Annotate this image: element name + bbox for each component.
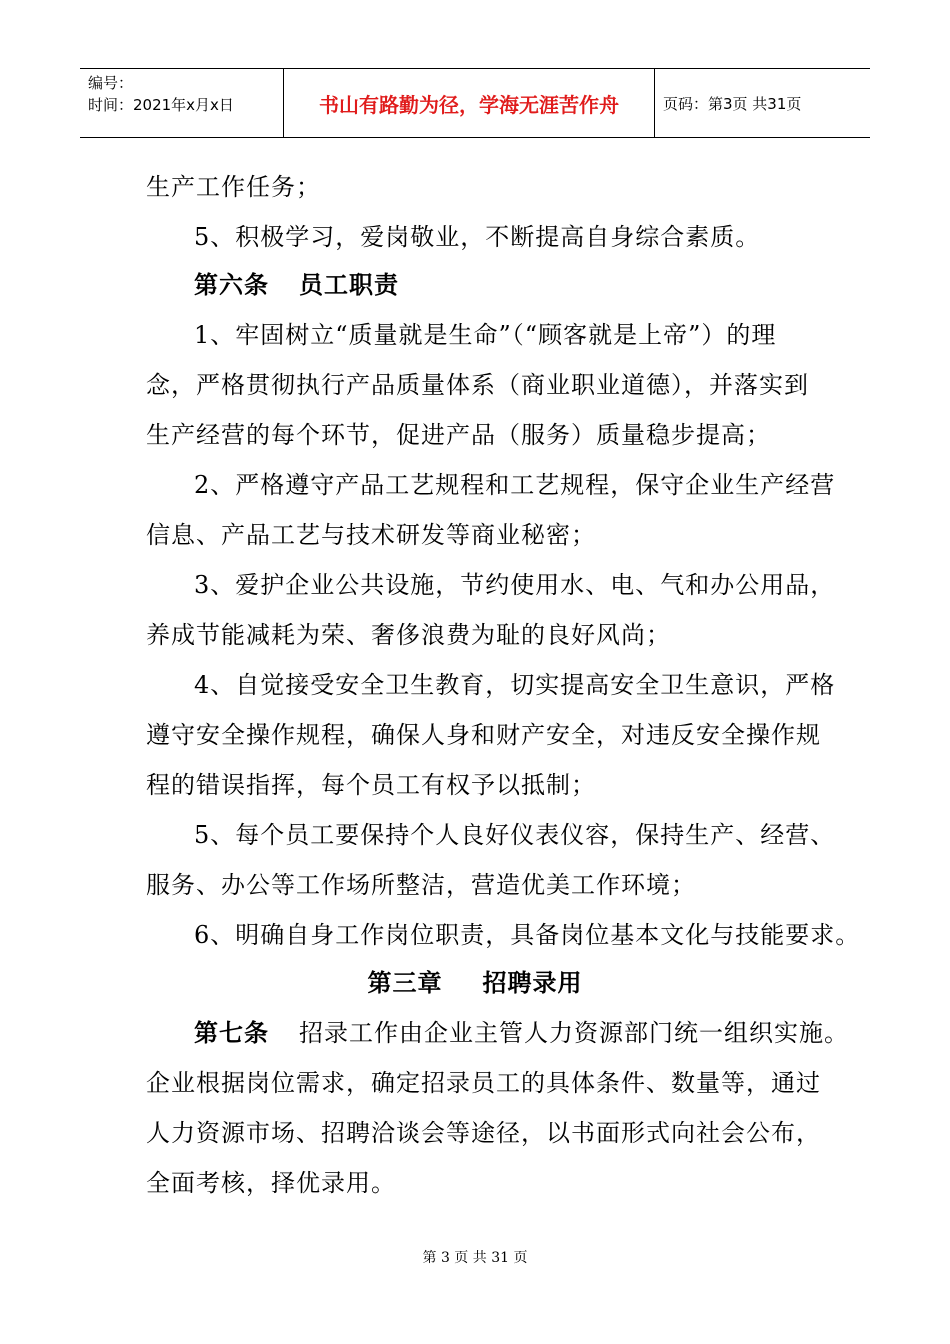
paragraph-line: 1、牢固树立“质量就是生命”（“顾客就是上帝”）的理 bbox=[194, 321, 777, 349]
chapter-3-title: 第三章 bbox=[367, 968, 443, 997]
paragraph-line: 人力资源市场、招聘洽谈会等途径，以书面形式向社会公布， bbox=[146, 1119, 821, 1147]
time-label: 时间：2021年x月x日 bbox=[88, 96, 234, 114]
page-info: 页码：第3页 共31页 bbox=[663, 95, 802, 113]
paragraph-line: 5、积极学习，爱岗敬业，不断提高自身综合素质。 bbox=[194, 223, 761, 251]
paragraph-line: 4、自觉接受安全卫生教育，切实提高安全卫生意识，严格 bbox=[194, 671, 836, 699]
paragraph-line: 服务、办公等工作场所整洁，营造优美工作环境； bbox=[146, 871, 696, 899]
paragraph-line: 程的错误指挥，每个员工有权予以抵制； bbox=[146, 771, 596, 799]
paragraph-line: 信息、产品工艺与技术研发等商业秘密； bbox=[146, 521, 596, 549]
header-left-cell bbox=[88, 73, 234, 115]
motto: 书山有路勤为径，学海无涯苦作舟 bbox=[283, 69, 655, 137]
paragraph-line: 养成节能减耗为荣、奢侈浪费为耻的良好风尚； bbox=[146, 621, 671, 649]
paragraph-line: 全面考核，择优录用。 bbox=[146, 1169, 396, 1197]
paragraph-line: 生产工作任务； bbox=[146, 173, 321, 201]
paragraph-line: 企业根据岗位需求，确定招录员工的具体条件、数量等，通过 bbox=[146, 1069, 821, 1097]
article-7-title: 第七条 bbox=[194, 1018, 269, 1047]
paragraph-line: 6、明确自身工作岗位职责，具备岗位基本文化与技能要求。 bbox=[194, 921, 861, 949]
paragraph-line: 遵守安全操作规程，确保人身和财产安全，对违反安全操作规 bbox=[146, 721, 821, 749]
chapter-3-heading bbox=[0, 968, 950, 998]
paragraph-line: 2、严格遵守产品工艺规程和工艺规程，保守企业生产经营 bbox=[194, 471, 836, 499]
page-footer: 第 3 页 共 31 页 bbox=[422, 1250, 528, 1266]
article-6-title: 第六条 bbox=[194, 270, 269, 299]
article-7-line bbox=[194, 1018, 874, 1048]
paragraph-line: 念，严格贯彻执行产品质量体系（商业职业道德），并落实到 bbox=[146, 371, 809, 399]
article-6-heading bbox=[194, 270, 874, 300]
page-header bbox=[80, 68, 870, 138]
article-6-name: 员工职责 bbox=[299, 270, 399, 299]
paragraph-line: 5、每个员工要保持个人良好仪表仪容，保持生产、经营、 bbox=[194, 821, 836, 849]
chapter-3-name: 招聘录用 bbox=[482, 968, 583, 997]
article-7-text: 招录工作由企业主管人力资源部门统一组织实施。 bbox=[299, 1019, 849, 1047]
paragraph-line: 3、爱护企业公共设施，节约使用水、电、气和办公用品， bbox=[194, 571, 836, 599]
paragraph-line: 生产经营的每个环节，促进产品（服务）质量稳步提高； bbox=[146, 421, 771, 449]
doc-number-label: 编号： bbox=[88, 74, 134, 92]
